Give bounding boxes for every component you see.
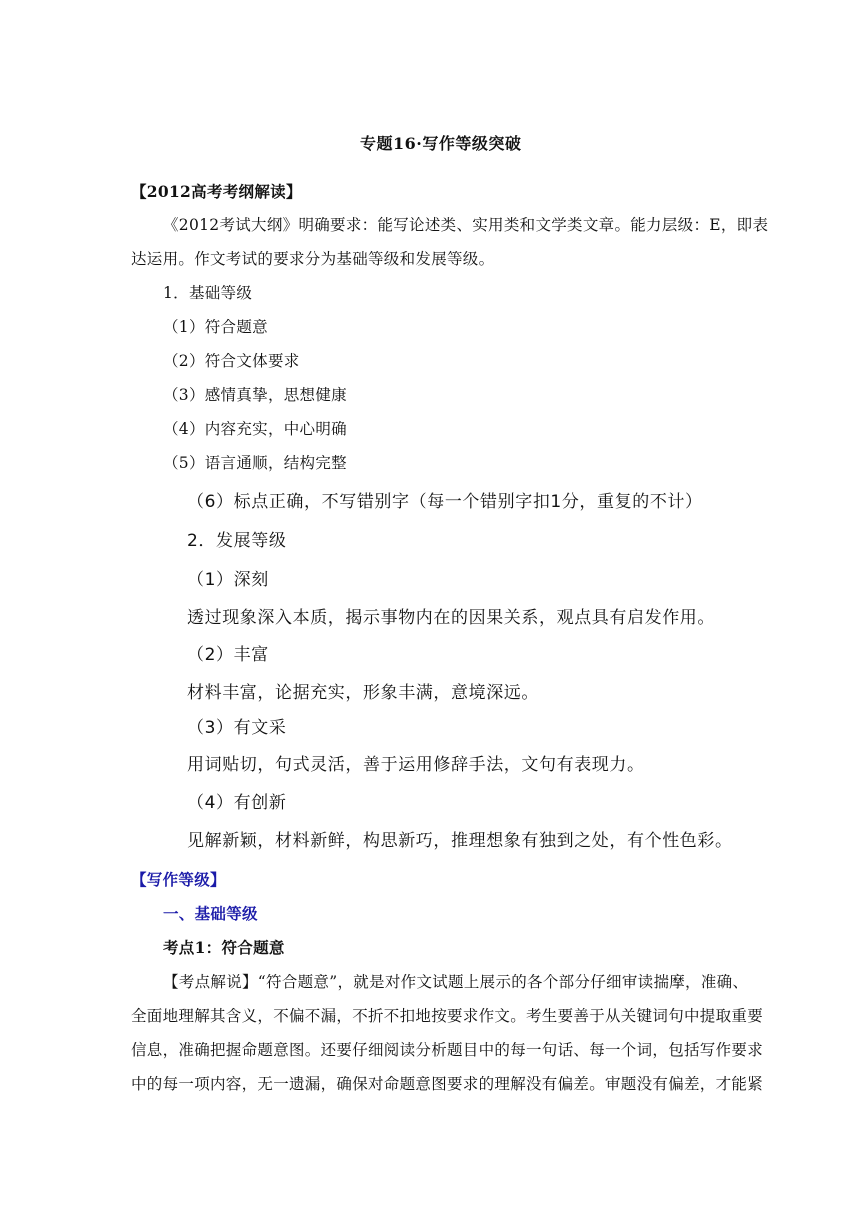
intro-paragraph-line-2: 达运用。作文考试的要求分为基础等级和发展等级。 bbox=[131, 250, 495, 268]
basic-item-1: （1）符合题意 bbox=[163, 318, 268, 336]
intro-paragraph-line-1: 《2012考试大纲》明确要求：能写论述类、实用类和文学类文章。能力层级：E，即表 bbox=[163, 216, 769, 234]
section-heading-exam-outline: 【2012高考考纲解读】 bbox=[131, 182, 302, 201]
dev-item-3-heading: （3）有文采 bbox=[187, 718, 287, 738]
dev-item-4-heading: （4）有创新 bbox=[187, 793, 287, 813]
dev-item-4-desc: 见解新颖，材料新鲜，构思新巧，推理想象有独到之处，有个性色彩。 bbox=[187, 831, 733, 851]
subsection-heading-basic-level: 一、基础等级 bbox=[163, 904, 258, 923]
dev-item-1-desc: 透过现象深入本质，揭示事物内在的因果关系，观点具有启发作用。 bbox=[187, 608, 715, 628]
basic-item-3: （3）感情真挚，思想健康 bbox=[163, 386, 347, 404]
explanation-paragraph-line-4: 中的每一项内容，无一遗漏，确保对命题意图要求的理解没有偏差。审题没有偏差，才能紧 bbox=[131, 1075, 764, 1093]
dev-item-2-heading: （2）丰富 bbox=[187, 645, 269, 665]
basic-item-5: （5）语言通顺，结构完整 bbox=[163, 454, 347, 472]
section-heading-writing-levels: 【写作等级】 bbox=[131, 870, 226, 889]
basic-item-2: （2）符合文体要求 bbox=[163, 352, 300, 370]
dev-item-1-heading: （1）深刻 bbox=[187, 570, 269, 590]
basic-item-6: （6）标点正确，不写错别字（每一个错别字扣1分，重复的不计） bbox=[187, 492, 703, 512]
dev-item-2-desc: 材料丰富，论据充实，形象丰满，意境深远。 bbox=[187, 683, 539, 703]
dev-item-3-desc: 用词贴切，句式灵活，善于运用修辞手法，文句有表现力。 bbox=[187, 755, 645, 775]
basic-item-4: （4）内容充实，中心明确 bbox=[163, 420, 347, 438]
exam-point-heading: 考点1：符合题意 bbox=[163, 938, 285, 957]
document-title: 专题16·写作等级突破 bbox=[360, 134, 522, 153]
development-level-heading: 2．发展等级 bbox=[187, 531, 287, 551]
basic-level-heading: 1．基础等级 bbox=[163, 284, 253, 302]
explanation-paragraph-line-3: 信息，准确把握命题意图。还要仔细阅读分析题目中的每一句话、每一个词，包括写作要求 bbox=[131, 1041, 764, 1059]
explanation-paragraph-line-1: 【考点解说】“符合题意”，就是对作文试题上展示的各个部分仔细审读揣摩，准确、 bbox=[163, 973, 749, 991]
explanation-paragraph-line-2: 全面地理解其含义，不偏不漏，不折不扣地按要求作文。考生要善于从关键词句中提取重要 bbox=[131, 1007, 764, 1025]
